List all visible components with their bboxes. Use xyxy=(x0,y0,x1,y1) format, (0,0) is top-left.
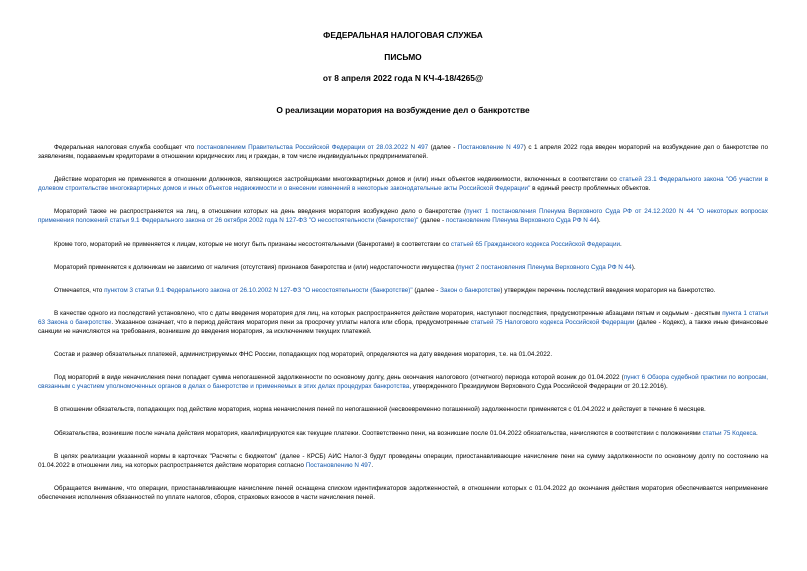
document-body xyxy=(38,143,768,502)
document-link[interactable]: Постановление N 497 xyxy=(457,144,524,151)
paragraph xyxy=(38,286,768,295)
paragraph-text: Состав и размер обязательных платежей, администрируемых ФНС России, попадающих под мораторий, определяются на дату введения моратория, т.е. на 01.04.2022. xyxy=(54,351,553,359)
paragraph-text: Кроме того, мораторий не применяется к лицам, которые не могут быть признаны несостоятельными (банкротами) в соответствии со xyxy=(54,240,451,248)
paragraph-text: Действие моратория не применяется в отношении должников, являющихся застройщиками многоквартирных домов и (или) иных объектов недвижимости, включенных в соответствии со xyxy=(54,176,620,184)
paragraph xyxy=(38,143,768,161)
paragraph-text: . Указанное означает, что в период действия моратория пени за просрочку уплаты налога или сбора, предусмотренные xyxy=(111,318,471,326)
paragraph xyxy=(38,175,768,193)
document-subject: О реализации моратория на возбуждение дел о банкротстве xyxy=(276,105,530,115)
paragraph-text: В отношении обязательств, попадающих под действие моратория, норма неначисления пеней по непогашенной (несвоевременно погашенной) задолженности применяется с 01.04.2022 и действует в течение 6 месяцев. xyxy=(54,406,706,414)
paragraph-text: Мораторий применяется к должникам не зависимо от наличия (отсутствия) признаков банкротства и (или) недостаточности имущества ( xyxy=(54,263,459,271)
paragraph xyxy=(38,373,768,391)
paragraph-text: В качестве одного из последствий установлено, что с даты введения моратория для лиц, на которых распространяется действие моратория, наступают последствия, предусмотренные абзацами пятым и седьмым - десятым xyxy=(54,309,723,317)
paragraph-text: . xyxy=(756,429,758,437)
paragraph xyxy=(38,350,768,359)
paragraph-text: Под мораторий в виде неначисления пени попадает сумма непогашенной задолженности по основному долгу, день окончания налогового (отчетного) периода которой возник до 01.04.2022 ( xyxy=(54,374,624,382)
paragraph-text: . xyxy=(620,240,622,248)
agency-title: ФЕДЕРАЛЬНАЯ НАЛОГОВАЯ СЛУЖБА xyxy=(323,30,483,40)
document-date-number: от 8 апреля 2022 года N КЧ-4-18/4265@ xyxy=(322,73,484,83)
paragraph-text: (далее - xyxy=(412,286,441,294)
paragraph-text: Отмечается, что xyxy=(54,286,105,294)
document-link[interactable]: пункт 1 постановления Пленума Верховного Суда РФ от 24.12.2020 N 44 "О некоторых вопросах применения положений статьи 9.1 Федерального закона от 26 октября 2002 года N 127-ФЗ "О несостоятельности (банкротстве)" xyxy=(38,208,768,225)
document-link[interactable]: пункт 6 Обзора судебной практики по вопросам, связанным с участием уполномоченных органов в делах о банкротстве и применяемых в этих делах процедурах банкротства xyxy=(38,374,768,391)
paragraph-text: в единый реестр проблемных объектов. xyxy=(530,185,651,193)
document-link[interactable]: пункта 1 статьи 63 Закона о банкротстве xyxy=(38,309,768,326)
document-link[interactable]: Закон о банкротстве xyxy=(440,286,501,294)
paragraph-text: ) с 1 апреля 2022 года введен мораторий на возбуждение дел о банкротстве по заявлениям, подаваемым кредиторами в отношении юридических лиц и граждан, в том числе индивидуальных предпринимателей. xyxy=(38,144,768,161)
paragraph xyxy=(38,429,768,438)
paragraph-text: ). xyxy=(596,217,601,225)
paragraph xyxy=(38,452,768,470)
paragraph-text: Федеральная налоговая служба сообщает что xyxy=(54,144,197,151)
paragraph xyxy=(38,207,768,225)
paragraph-text: ). xyxy=(631,263,636,271)
paragraph-text: Обязательства, возникшие после начала действия моратория, квалифицируются как текущие платежи. Соответственно пени, на возникшие после 01.04.2022 обязательства, начисляются в соответствии с положениями xyxy=(54,429,703,437)
paragraph-text: (далее - xyxy=(428,144,458,151)
document-link[interactable]: пунктом 3 статьи 9.1 Федерального закона от 26.10.2002 N 127-ФЗ "О несостоятельности (банкротстве)" xyxy=(104,286,413,294)
paragraph-text: (далее - Кодекс), а также иные финансовые санкции не начисляются на требования, возникшие до введения моратория, за исключением текущих платежей. xyxy=(38,318,769,336)
document-link[interactable]: Постановлению N 497 xyxy=(305,461,372,469)
paragraph xyxy=(38,263,768,272)
paragraph xyxy=(38,484,768,502)
document-link[interactable]: статьей 65 Гражданского кодекса Российской Федерации xyxy=(450,240,621,248)
document-link[interactable]: пункт 2 постановления Пленума Верховного Суда РФ N 44 xyxy=(458,263,632,271)
paragraph xyxy=(38,405,768,414)
document-link[interactable]: постановлением Правительства Российской Федерации от 28.03.2022 N 497 xyxy=(196,144,429,151)
paragraph xyxy=(38,240,768,249)
paragraph-text: Мораторий также не распространяется на лиц, в отношении которых на день введения моратория возбуждено дело о банкротстве ( xyxy=(54,208,467,216)
paragraph xyxy=(38,309,768,336)
document-type: ПИСЬМО xyxy=(384,52,422,62)
paragraph-text: (далее - xyxy=(418,217,446,225)
paragraph-text: Обращается внимание, что операции, приостанавливающие начисление пеней оснащена списком идентификаторов задолженностей, в отношении которых с 01.04.2022 до окончания действия моратория обеспечивается неприменение обеспечения исполнения обязанностей по уплате налогов, сборов, страховых взносов в части начисления пеней. xyxy=(38,484,768,501)
paragraph-text: , утвержденного Президиумом Верховного Суда Российской Федерации от 20.12.2016). xyxy=(409,383,668,391)
paragraph-text: . xyxy=(371,461,374,469)
document-link[interactable]: статьей 75 Налогового кодекса Российской Федерации xyxy=(470,318,635,326)
document-link[interactable]: постановление Пленума Верховного Суда РФ N 44 xyxy=(445,217,597,225)
paragraph-text: В целях реализации указанной нормы в карточках "Расчеты с бюджетом" (далее - КРСБ) АИС Налог-3 будут проведены операции, приостанавливающие начисление пени на сумму задолженности по основному долгу по состоянию на 01.04.2022 в отношении лиц, на которых распространяется действие моратория согласно xyxy=(38,452,768,469)
document-link[interactable]: статьей 23.1 Федерального закона "Об участии в долевом строительстве многоквартирных домов и иных объектов недвижимости и о внесении изменений в некоторые законодательные акты Российской Федерации" xyxy=(38,176,768,193)
paragraph-text: ) утвержден перечень последствий введения моратория на банкротство. xyxy=(500,286,716,294)
document-link[interactable]: статьи 75 Кодекса xyxy=(702,429,757,437)
